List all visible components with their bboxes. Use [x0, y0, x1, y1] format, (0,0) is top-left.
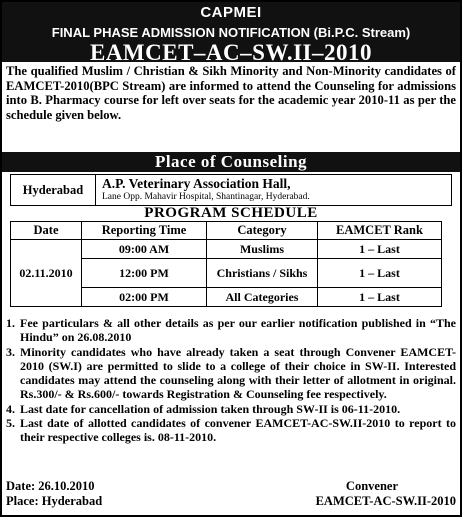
schedule-table — [10, 221, 442, 307]
col-reporting-time: Reporting Time — [82, 222, 207, 240]
list-item — [6, 316, 456, 345]
note-number: 5. — [6, 416, 15, 431]
issue-date: Date: 26.10.2010 — [6, 479, 95, 493]
schedule-heading: PROGRAM SCHEDULE — [144, 205, 318, 221]
category: Christians / Sikhs — [207, 259, 318, 288]
note-text: Last date for cancellation of admission taken through SW-II is 06-11-2010. — [20, 401, 401, 416]
issue-place: Place: Hyderabad — [6, 494, 103, 508]
note-text: Fee particulars & all other details as per our earlier notification published in “The Hindu” on 26.08.2010 — [20, 316, 456, 345]
reporting-time: 12:00 PM — [82, 259, 207, 288]
rank: 1 – Last — [318, 259, 442, 288]
rank: 1 – Last — [318, 240, 442, 259]
col-eamcet-rank: EAMCET Rank — [318, 222, 442, 240]
note-text: Last date of allotted candidates of convener EAMCET-AC-SW.II-2010 to report to their respective colleges is. 08-11-2010. — [20, 416, 456, 445]
schedule-date: 02.11.2010 — [11, 240, 82, 307]
list-item — [6, 402, 456, 416]
list-item — [6, 416, 456, 445]
reporting-time: 09:00 AM — [82, 240, 207, 259]
schedule-header-row — [11, 222, 442, 240]
note-text: Minority candidates who have already taken a seat through Convener EAMCET-2010 (SW.I) are permitted to slide to a college of their choice in SW-II. Interested candidates may attend the counseling along with their letter of allotment in original. Rs.300/- & Rs.600/- towards Registration & Counseling fee respectively. — [20, 344, 456, 402]
footer — [6, 479, 456, 509]
title-banner — [2, 22, 460, 65]
venue-box — [10, 174, 452, 206]
category: All Categories — [207, 288, 318, 307]
footer-row-1 — [6, 479, 456, 494]
venue-address: Lane Opp. Mahavir Hospital, Shantinagar, Hyderabad. — [102, 192, 310, 202]
org-name: CAPMEI — [200, 4, 262, 21]
venue-details — [96, 175, 310, 205]
reporting-time: 02:00 PM — [82, 288, 207, 307]
convener-reference: EAMCET-AC-SW.II-2010 — [315, 494, 456, 508]
category: Muslims — [207, 240, 318, 259]
convener-label: Convener — [345, 479, 398, 493]
col-category: Category — [207, 222, 318, 240]
counseling-heading: Place of Counseling — [2, 152, 460, 172]
org-banner — [2, 2, 460, 24]
venue-hall: A.P. Veterinary Association Hall, — [102, 176, 291, 191]
col-date: Date — [11, 222, 82, 240]
table-row — [11, 240, 442, 259]
footer-row-2 — [6, 494, 456, 509]
notes-list — [6, 316, 456, 445]
note-number: 3. — [6, 344, 15, 359]
list-item — [6, 345, 456, 402]
note-number: 4. — [6, 401, 15, 416]
rank: 1 – Last — [318, 288, 442, 307]
notification-title: EAMCET–AC–SW.II–2010 — [89, 40, 372, 65]
notification-heading: FINAL PHASE ADMISSION NOTIFICATION (Bi.P.C. Stream) — [51, 25, 411, 40]
note-number: 1. — [6, 316, 15, 330]
venue-city: Hyderabad — [11, 175, 96, 205]
intro-paragraph: The qualified Muslim / Christian & Sikh Minority and Non-Minority candidates of EAMCET-2010(BPC Stream) are informed to attend the Counseling for admissions into B. Pharmacy course for left over seats for the academic year 2010-11 as per the schedule given below. — [6, 64, 456, 122]
